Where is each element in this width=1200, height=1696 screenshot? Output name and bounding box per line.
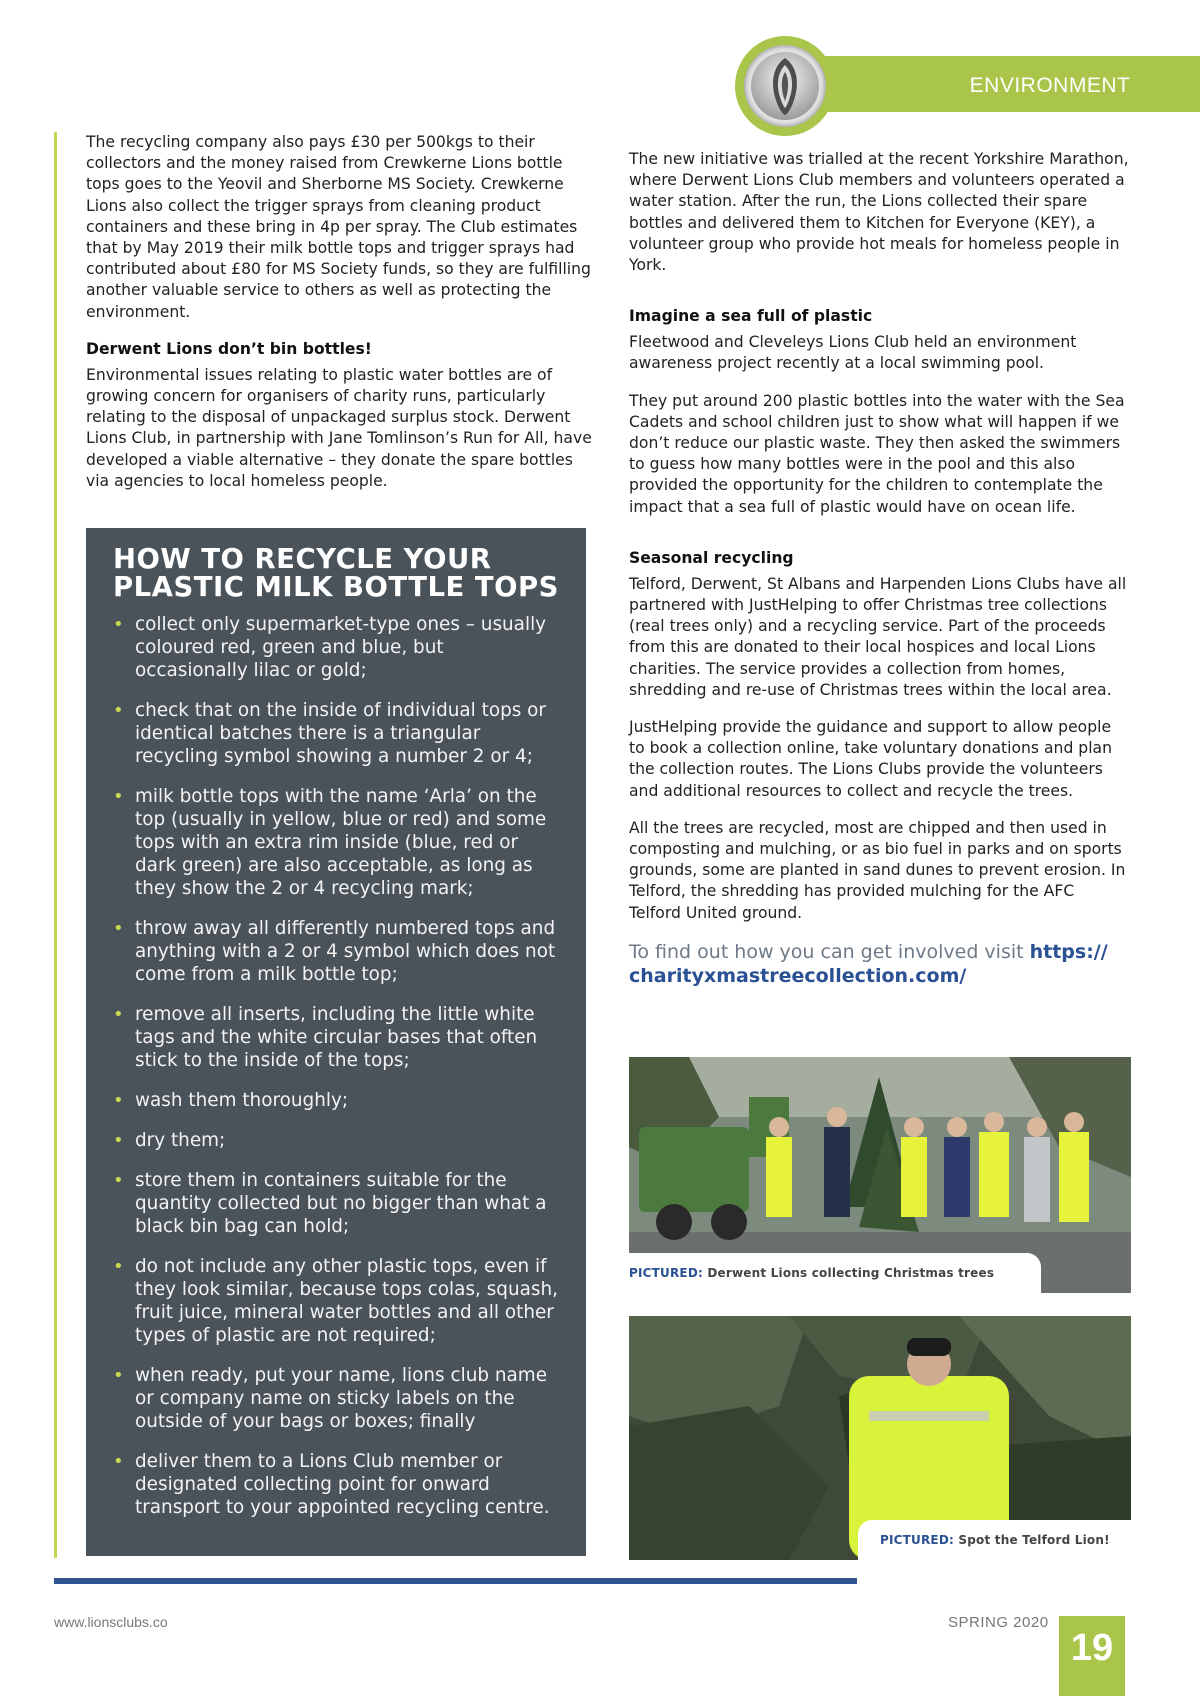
list-item-text: milk bottle tops with the name ‘Arla’ on the top (usually in yellow, blue or red) and some tops with an extra rim inside (blue, red or dark green) are also acceptable, as long as they show the 2 or 4 recycling mark; [135,786,547,899]
bullet-icon: • [113,614,124,635]
list-item-text: collect only supermarket-type ones – usually coloured red, green and blue, but occasionally lilac or gold; [135,614,547,681]
list-item [113,1255,562,1347]
list-item [113,917,562,986]
section-label: ENVIRONMENT [969,74,1131,97]
bullet-icon: • [113,1256,124,1277]
bullet-icon: • [113,918,124,939]
list-item-text: wash them thoroughly; [135,1090,349,1111]
list-item-text: deliver them to a Lions Club member or designated collecting point for onward transport to your appointed recycling centre. [135,1451,550,1518]
cta-link[interactable]: https:// charityxmastreecollection.com/ [629,940,1108,987]
bullet-icon: • [113,1451,124,1472]
derwent-heading: Derwent Lions don’t bin bottles! [86,339,372,358]
bullet-icon: • [113,786,124,807]
list-item [113,613,562,682]
page-number: 19 [1059,1616,1125,1696]
list-item [113,785,562,900]
caption-text: Derwent Lions collecting Christmas trees [703,1266,995,1280]
caption-label: PICTURED: [629,1266,703,1280]
seasonal-paragraph-2: JustHelping provide the guidance and support to allow people to book a collection online, take voluntary donations and plan the collection routes. The Lions Clubs provide the volunteers and additional resources to collect and recycle the trees. [629,718,1112,800]
photo-caption-1 [629,1253,1041,1293]
bullet-icon: • [113,700,124,721]
sea-paragraph-2: They put around 200 plastic bottles into the water with the Sea Cadets and school children just to show what will happen if we don’t reduce our plastic waste. They then asked the swimmers to guess how many bottles were in the pool and this also provided the opportunity for the children to contemplate the impact that a sea full of plastic would have on ocean life. [629,391,1125,516]
bullet-icon: • [113,1365,124,1386]
list-item [113,699,562,768]
cta-text: To find out how you can get involved visit [629,940,1030,963]
list-item-text: when ready, put your name, lions club name or company name on sticky labels on the outside of your bags or boxes; finally [135,1365,548,1432]
photo-caption-2 [858,1520,1131,1560]
seasonal-heading: Seasonal recycling [629,548,794,567]
recycle-tips-list [113,613,562,1519]
lions-emblem-icon [744,45,826,127]
footer-url: www.lionsclubs.co [54,1614,168,1630]
sea-paragraph-1: Fleetwood and Cleveleys Lions Club held an environment awareness project recently at a local swimming pool. [629,333,1077,373]
lions-emblem-graphic [744,45,826,127]
list-item-text: do not include any other plastic tops, even if they look similar, because tops colas, squash, fruit juice, mineral water bottles and all other types of plastic are not required; [135,1256,558,1346]
caption-text: Spot the Telford Lion! [954,1533,1110,1547]
seasonal-paragraph-3: All the trees are recycled, most are chipped and then used in composting and mulching, or as bio fuel in parks and on sports grounds, some are planted in sand dunes to prevent erosion. In Telford, the shredding has provided mulching for the AFC Telford United ground. [629,818,1126,922]
footer-rule [54,1578,857,1584]
list-item [113,1003,562,1072]
call-to-action [629,940,1131,988]
bullet-icon: • [113,1130,124,1151]
list-item [113,1089,562,1112]
list-item-text: dry them; [135,1130,226,1151]
list-item [113,1169,562,1238]
recycle-tips-box [86,528,586,1556]
list-item [113,1450,562,1519]
seasonal-paragraph-1: Telford, Derwent, St Albans and Harpenden Lions Clubs have all partnered with JustHelping to offer Christmas tree collections (real trees only) and a recycling service. Part of the proceeds from this are donated to their local hospices and local Lions charities. The service provides a collection from homes, shredding and re-use of Christmas trees within the local area. [629,574,1127,699]
list-item-text: throw away all differently numbered tops and anything with a 2 or 4 symbol which does not come from a milk bottle top; [135,918,556,985]
left-accent-rule [54,132,57,1558]
sea-heading: Imagine a sea full of plastic [629,307,873,326]
left-column [86,132,596,508]
caption-label: PICTURED: [880,1533,954,1547]
footer-issue: SPRING 2020 [948,1614,1049,1631]
list-item-text: store them in containers suitable for the quantity collected but no bigger than what a black bin bag can hold; [135,1170,547,1237]
recycle-tips-title: HOW TO RECYCLE YOUR PLASTIC MILK BOTTLE TOPS [113,543,559,603]
bullet-icon: • [113,1004,124,1025]
bullet-icon: • [113,1090,124,1111]
list-item [113,1129,562,1152]
bullet-icon: • [113,1170,124,1191]
intro-paragraph: The recycling company also pays £30 per 500kgs to their collectors and the money raised from Crewkerne Lions bottle tops goes to the Yeovil and Sherborne MS Society. Crewkerne Lions also collect the trigger sprays from cleaning product containers and these bring in 4p per spray. The Club estimates that by May 2019 their milk bottle tops and trigger sprays had contributed about £80 for MS Society funds, so they are fulfilling another valuable service to others as well as protecting the environment. [86,133,591,321]
list-item-text: remove all inserts, including the little white tags and the white circular bases that often stick to the inside of the tops; [135,1004,538,1071]
right-column [629,149,1131,988]
marathon-paragraph: The new initiative was trialled at the recent Yorkshire Marathon, where Derwent Lions Club members and volunteers operated a water station. After the run, the Lions collected their spare bottles and delivered them to Kitchen for Everyone (KEY), a volunteer group who provide hot meals for homeless people in York. [629,150,1129,275]
list-item-text: check that on the inside of individual tops or identical batches there is a triangular recycling symbol showing a number 2 or 4; [135,700,546,767]
derwent-paragraph: Environmental issues relating to plastic water bottles are of growing concern for organisers of charity runs, particularly relating to the disposal of unpackaged surplus stock. Derwent Lions Club, in partnership with Jane Tomlinson’s Run for All, have developed a viable alternative – they donate the spare bottles via agencies to local homeless people. [86,365,592,490]
list-item [113,1364,562,1433]
